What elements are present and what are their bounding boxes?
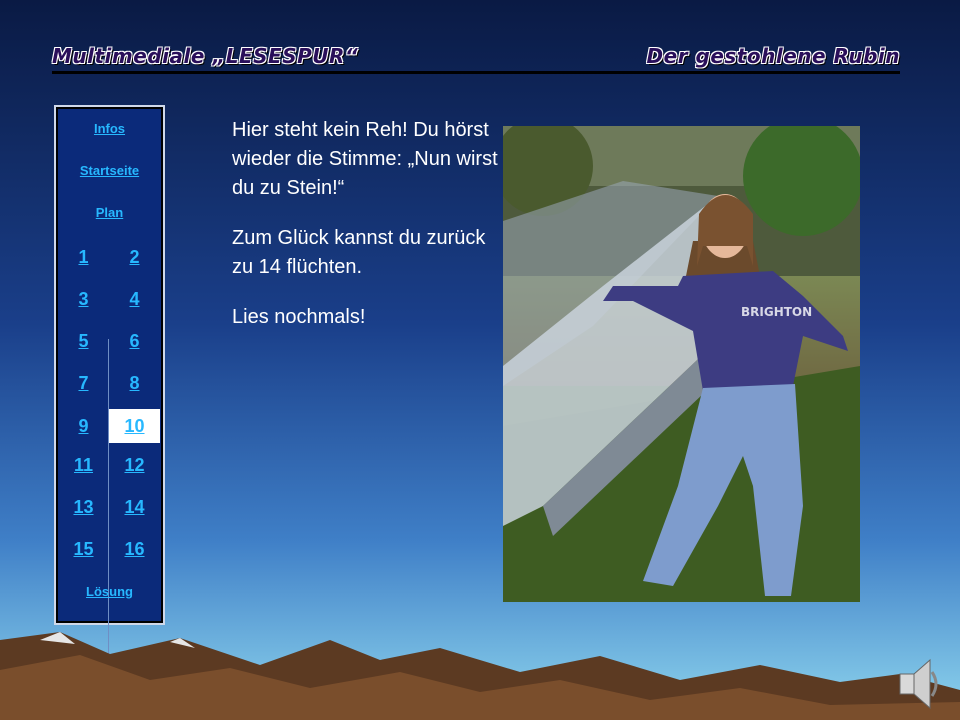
nav-cell-9: [58, 411, 109, 441]
nav-link-loesung[interactable]: Lösung: [86, 584, 133, 599]
nav-cell-15: [58, 539, 109, 560]
nav-item-infos: [58, 121, 161, 136]
nav-cell-13: [58, 497, 109, 518]
nav-link-7[interactable]: 7: [78, 373, 89, 393]
story-paragraph-3: Lies nochmals!: [232, 306, 366, 328]
photo-illustration: [503, 126, 860, 602]
header-title-right: Der gestohlene Rubin: [646, 44, 900, 68]
nav-cell-8: [109, 373, 160, 394]
nav-link-6[interactable]: 6: [129, 331, 140, 351]
mountain-landscape: [0, 610, 960, 720]
nav-link-5[interactable]: 5: [78, 331, 89, 351]
nav-link-10[interactable]: 10: [124, 416, 145, 436]
sweater-text: BRIGHTON: [741, 305, 813, 319]
nav-cell-5: [58, 331, 109, 352]
navigation-table: [56, 107, 163, 623]
nav-cell-2: [109, 247, 160, 268]
story-text: [232, 116, 502, 353]
nav-item-startseite: [58, 163, 161, 178]
nav-link-15[interactable]: 15: [73, 539, 94, 559]
nav-link-16[interactable]: 16: [124, 539, 145, 559]
nav-cell-10-current: [109, 409, 160, 443]
nav-link-3[interactable]: 3: [78, 289, 89, 309]
speaker-icon[interactable]: [896, 654, 942, 714]
nav-link-2[interactable]: 2: [129, 247, 140, 267]
nav-link-9[interactable]: 9: [78, 416, 89, 436]
nav-cell-7: [58, 373, 109, 394]
nav-cell-6: [109, 331, 160, 352]
nav-cell-12: [109, 455, 160, 476]
nav-cell-1: [58, 247, 109, 268]
nav-link-14[interactable]: 14: [124, 497, 145, 517]
nav-item-plan: [58, 205, 161, 220]
nav-item-loesung: [58, 584, 161, 599]
nav-link-12[interactable]: 12: [124, 455, 145, 475]
nav-link-1[interactable]: 1: [78, 247, 89, 267]
nav-link-infos[interactable]: Infos: [93, 121, 126, 136]
nav-link-4[interactable]: 4: [129, 289, 140, 309]
story-paragraph-2: Zum Glück kannst du zurück zu 14 flüchten.: [232, 227, 486, 278]
nav-cell-16: [109, 539, 160, 560]
nav-cell-14: [109, 497, 160, 518]
nav-cell-3: [58, 289, 109, 310]
nav-link-8[interactable]: 8: [129, 373, 140, 393]
story-paragraph-1: Hier steht kein Reh! Du hörst wieder die Stimme: „Nun wirst du zu Stein!“: [232, 119, 498, 199]
nav-cell-4: [109, 289, 160, 310]
nav-link-13[interactable]: 13: [73, 497, 94, 517]
nav-link-plan[interactable]: Plan: [95, 205, 124, 220]
nav-link-11[interactable]: 11: [73, 455, 94, 475]
nav-link-startseite[interactable]: Startseite: [79, 163, 140, 178]
slide-header: [52, 44, 900, 74]
story-photo: [503, 126, 860, 602]
header-title-left: Multimediale „LESESPUR“: [52, 44, 359, 68]
nav-cell-11: [58, 455, 109, 476]
